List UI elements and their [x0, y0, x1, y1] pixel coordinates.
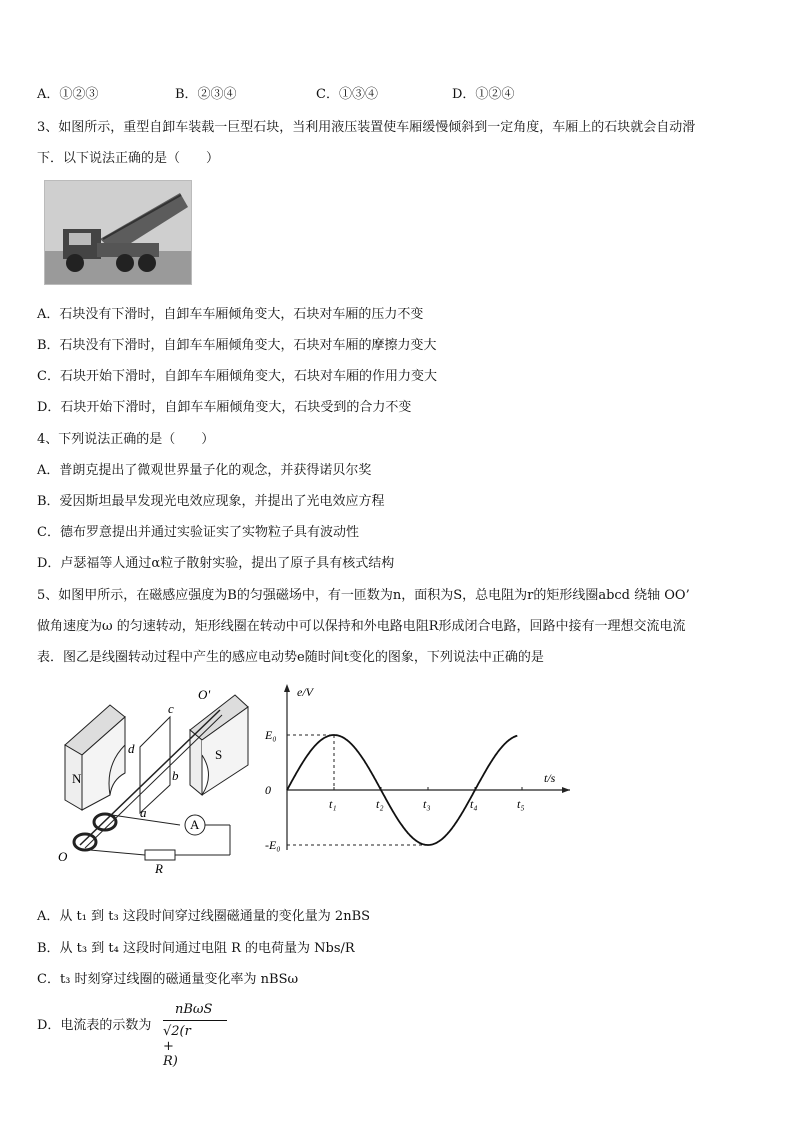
q4-option-c: C．德布罗意提出并通过实验证实了实物粒子具有波动性: [37, 525, 359, 540]
q4-option-b: B．爱因斯坦最早发现光电效应现象，并提出了光电效应方程: [37, 494, 385, 509]
label-s: S: [215, 747, 223, 762]
x-tick-label: t₅: [517, 797, 525, 811]
label-d: d: [128, 741, 135, 756]
q3-option-d: D．石块开始下滑时，自卸车车厢倾角变大，石块受到的合力不变: [37, 400, 412, 415]
formula-numerator: nBωS: [175, 1002, 213, 1017]
emf-time-chart: [262, 680, 582, 860]
x-axis-label: t/s: [544, 771, 556, 785]
fraction-bar: [163, 1020, 227, 1021]
label-b: b: [172, 768, 179, 783]
label-ammeter: A: [190, 817, 200, 832]
y-axis-label: e/V: [297, 685, 313, 699]
q5-option-b: B．从 t₃ 到 t₄ 这段时间通过电阻 R 的电荷量为 Nbs/R: [37, 941, 355, 956]
q5-stem-line3: 表．图乙是线圈转动过程中产生的感应电动势e随时间t变化的图象，下列说法中正确的是: [37, 650, 544, 665]
x-tick-label: t₁: [329, 797, 337, 811]
y-tick-label: 0: [265, 783, 271, 797]
q3-stem-line1: 3、如图所示，重型自卸车装载一巨型石块，当利用液压装置使车厢缓慢倾斜到一定角度，车厢上的石块就会自动滑: [37, 120, 696, 135]
q5-option-c: C．t₃ 时刻穿过线圈的磁通量变化率为 nBSω: [37, 972, 299, 987]
y-tick-label: -E₀: [265, 838, 281, 852]
q3-option-a: A．石块没有下滑时，自卸车车厢倾角变大，石块对车厢的压力不变: [37, 307, 424, 322]
label-resistor: R: [155, 861, 163, 875]
label-a: a: [140, 805, 147, 820]
q5-option-a: A．从 t₁ 到 t₃ 这段时间穿过线圈磁通量的变化量为 2nBS: [37, 909, 371, 924]
y-tick-label: E₀: [265, 728, 277, 742]
q2-option-c: C．①③④: [316, 87, 378, 102]
q2-option-a: A．①②③: [37, 87, 99, 102]
label-n: N: [72, 771, 82, 786]
x-axis-arrow: [562, 787, 570, 793]
generator-diagram: [50, 685, 260, 875]
q3-stem-line2: 下．以下说法正确的是（ ）: [37, 151, 220, 166]
q4-stem: 4、下列说法正确的是（ ）: [37, 432, 215, 447]
q4-option-a: A．普朗克提出了微观世界量子化的观念，并获得诺贝尔奖: [37, 463, 372, 478]
q3-option-b: B．石块没有下滑时，自卸车车厢倾角变大，石块对车厢的摩擦力变大: [37, 338, 437, 353]
x-tick-label: t₃: [423, 797, 431, 811]
label-c: c: [168, 701, 174, 716]
q4-option-d: D．卢瑟福等人通过α粒子散射实验，提出了原子具有核式结构: [37, 556, 395, 571]
dump-truck-photo: [44, 180, 192, 285]
label-o: O: [58, 849, 68, 864]
x-tick-label: t₄: [470, 797, 478, 811]
y-axis-arrow: [284, 684, 290, 692]
formula-denominator: √2(r + R): [163, 1024, 191, 1069]
q2-option-d: D．①②④: [452, 87, 515, 102]
label-o-prime: O': [198, 687, 211, 702]
q5-option-d-prefix: D．电流表的示数为: [37, 1018, 152, 1033]
q3-option-c: C．石块开始下滑时，自卸车车厢倾角变大，石块对车厢的作用力变大: [37, 369, 437, 384]
x-tick-label: t₂: [376, 797, 384, 811]
q5-stem-line1: 5、如图甲所示，在磁感应强度为B的匀强磁场中，有一匝数为n，面积为S，总电阻为r的矩形线圈abcd 绕轴 OO’: [37, 588, 690, 603]
q2-option-b: B．②③④: [175, 87, 237, 102]
q5-stem-line2: 做角速度为ω 的匀速转动，矩形线圈在转动中可以保持和外电路电阻R形成闭合电路，回路中接有一理想交流电流: [37, 619, 686, 634]
